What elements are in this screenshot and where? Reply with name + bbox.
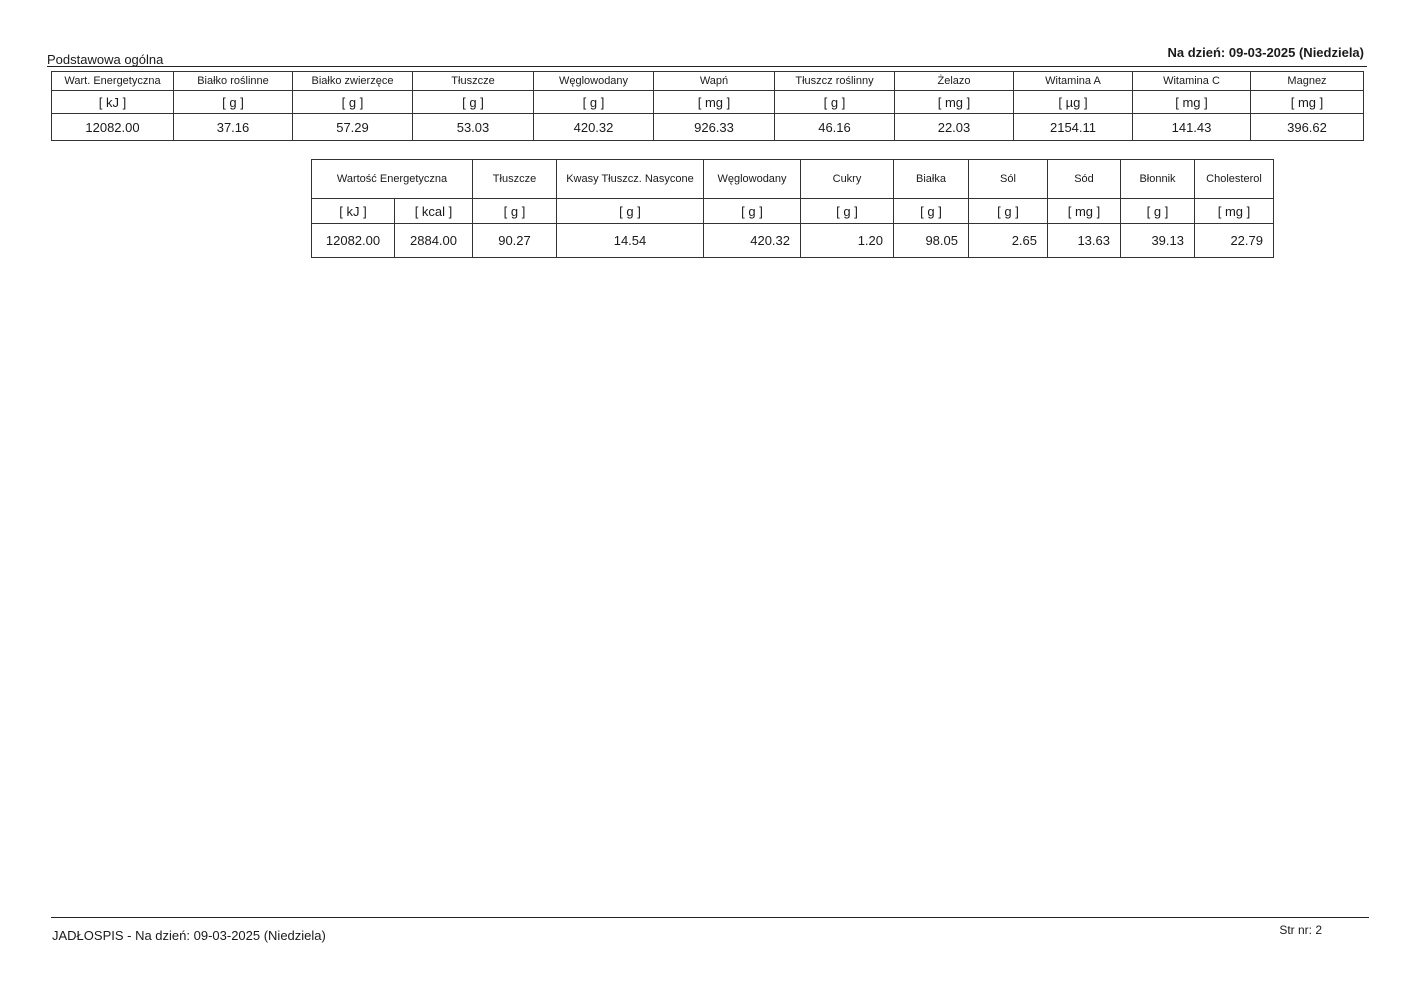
column-header: Cukry [801,160,894,199]
basic-nutrients-table [51,71,1364,141]
value-cell: 13.63 [1048,224,1121,258]
column-header: Węglowodany [534,72,654,91]
value-cell: 420.32 [704,224,801,258]
column-header: Witamina A [1014,72,1133,91]
column-header: Białko zwierzęce [293,72,413,91]
header-date: Na dzień: 09-03-2025 (Niedziela) [1167,45,1364,60]
value-cell: 90.27 [473,224,557,258]
unit-cell: [ g ] [969,199,1048,224]
unit-cell: [ µg ] [1014,91,1133,114]
nutrition-label-table [311,159,1274,258]
unit-cell: [ mg ] [654,91,775,114]
unit-cell: [ kcal ] [395,199,473,224]
column-header: Białka [894,160,969,199]
unit-cell: [ kJ ] [52,91,174,114]
unit-cell: [ g ] [534,91,654,114]
unit-cell: [ g ] [473,199,557,224]
unit-cell: [ g ] [801,199,894,224]
column-header: Kwasy Tłuszcz. Nasycone [557,160,704,199]
unit-cell: [ mg ] [1133,91,1251,114]
unit-cell: [ g ] [413,91,534,114]
column-header: Witamina C [1133,72,1251,91]
value-cell: 396.62 [1251,114,1364,141]
column-header: Białko roślinne [174,72,293,91]
section-title: Podstawowa ogólna [47,52,164,67]
unit-cell: [ g ] [894,199,969,224]
unit-cell: [ mg ] [1048,199,1121,224]
unit-cell: [ g ] [1121,199,1195,224]
value-cell: 46.16 [775,114,895,141]
column-header: Błonnik [1121,160,1195,199]
column-header: Tłuszcze [413,72,534,91]
column-header: Magnez [1251,72,1364,91]
value-cell: 141.43 [1133,114,1251,141]
unit-cell: [ g ] [293,91,413,114]
footer-title: JADŁOSPIS - Na dzień: 09-03-2025 (Niedziela) [52,928,326,943]
value-cell: 12082.00 [52,114,174,141]
column-header: Tłuszcz roślinny [775,72,895,91]
column-header: Węglowodany [704,160,801,199]
value-cell: 420.32 [534,114,654,141]
unit-cell: [ g ] [557,199,704,224]
unit-cell: [ g ] [174,91,293,114]
value-cell: 22.79 [1195,224,1274,258]
column-header: Cholesterol [1195,160,1274,199]
value-cell: 2154.11 [1014,114,1133,141]
column-header: Tłuszcze [473,160,557,199]
header-divider [47,66,1367,67]
column-header-energy: Wartość Energetyczna [312,160,473,199]
column-header: Wart. Energetyczna [52,72,174,91]
value-cell: 2.65 [969,224,1048,258]
value-cell: 53.03 [413,114,534,141]
value-cell: 98.05 [894,224,969,258]
unit-cell: [ kJ ] [312,199,395,224]
unit-cell: [ mg ] [1195,199,1274,224]
value-cell: 22.03 [895,114,1014,141]
column-header: Sód [1048,160,1121,199]
unit-cell: [ mg ] [895,91,1014,114]
value-cell: 12082.00 [312,224,395,258]
value-cell: 926.33 [654,114,775,141]
value-cell: 1.20 [801,224,894,258]
column-header: Sól [969,160,1048,199]
column-header: Żelazo [895,72,1014,91]
unit-cell: [ g ] [704,199,801,224]
value-cell: 14.54 [557,224,704,258]
value-cell: 2884.00 [395,224,473,258]
unit-cell: [ g ] [775,91,895,114]
footer-divider [51,917,1369,918]
value-cell: 39.13 [1121,224,1195,258]
column-header: Wapń [654,72,775,91]
unit-cell: [ mg ] [1251,91,1364,114]
value-cell: 37.16 [174,114,293,141]
value-cell: 57.29 [293,114,413,141]
page-number: Str nr: 2 [1279,923,1322,937]
